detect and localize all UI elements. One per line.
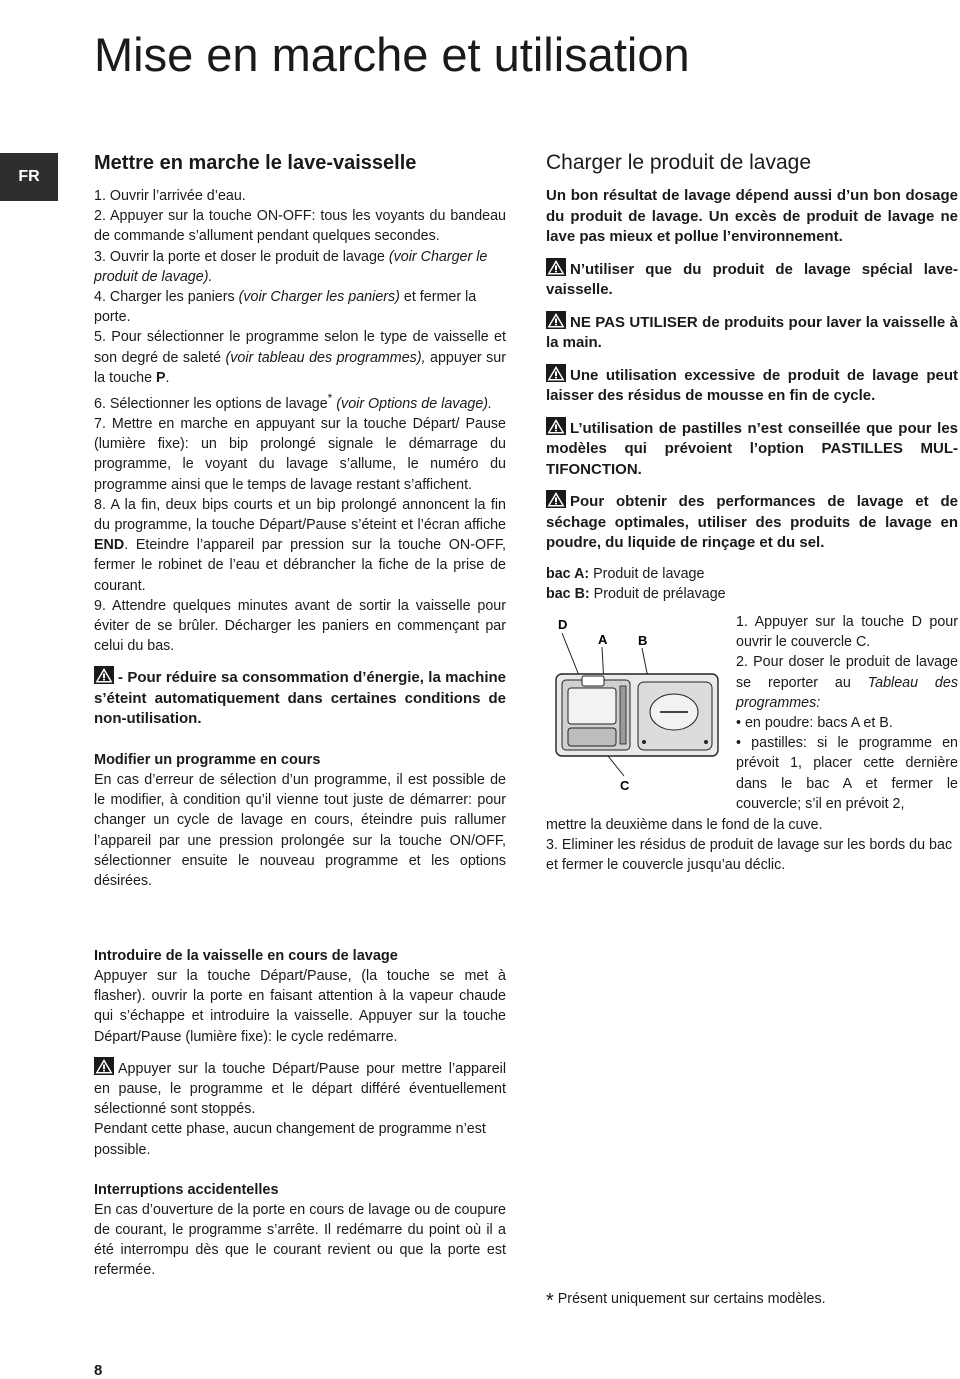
add-dishes-text: Appuyer sur la touche Départ/Pause, (la touche se met à flasher). ouvrir la porte en faisant attention à la vapeur chaude qui s’échappe et introduire la vaisselle. Appuyer sur la touche Départ/Pause (lumière fixe): le cycle redémarre.: [94, 968, 506, 1045]
after-figure-text: mettre la deuxième dans le fond de la cuve.: [546, 817, 823, 833]
start-heading: Mettre en marche le lave-vaisselle: [94, 152, 417, 174]
warning-3-text: Une utilisation excessive de produit de lavage peut laisser des résidus de mousse en fin de cycle.: [546, 366, 958, 404]
step-8-end: . Eteindre l’appareil par pression sur la touche ON-OFF, fermer le robinet de l’eau et débrancher la fiche de la prise de courant.: [94, 537, 506, 594]
right-column: [546, 150, 958, 604]
warning-2-text: NE PAS UTILISER de produits pour laver la vaisselle à la main.: [546, 313, 958, 351]
detergent-heading: Charger le produit de lavage: [546, 151, 812, 174]
warning-icon: [94, 1057, 114, 1075]
pause-note: Pendant cette phase, aucun changement de programme n’est possible.: [94, 1121, 486, 1158]
warning-icon: [546, 417, 566, 435]
step-4-ref: (voir Charger les paniers): [238, 289, 400, 306]
label-d: D: [558, 617, 568, 632]
step-1: 1. Ouvrir l’arrivée d’eau.: [94, 188, 246, 204]
pause-warning-text: Appuyer sur la touche Départ/Pause pour mettre l’appareil en pause, le programme et le départ différé éventuellement sélectionné sont stoppés.: [94, 1060, 506, 1118]
step-4-text: 4. Charger les paniers: [94, 289, 239, 306]
step-3: [94, 247, 506, 287]
footnote: [546, 1290, 826, 1313]
warning-icon: [94, 666, 114, 684]
label-b: B: [638, 633, 648, 648]
warning-icon: [546, 364, 566, 382]
key-p: P: [156, 369, 166, 386]
bac-a-text: Produit de lavage: [589, 565, 705, 582]
modify-heading: Modifier un programme en cours: [94, 751, 321, 768]
step-3-ref: (voir Charger le produit de lavage).: [94, 248, 488, 285]
label-a: A: [598, 632, 608, 647]
interruptions-text: En cas d’ouverture de la porte en cours de lavage ou de coupure de courant, le programme s’arrête. Il redémarre du point où il a été interrompu dès que le courant revient ou que la porte est refermée.: [94, 1201, 506, 1279]
step-8: [94, 495, 506, 596]
left-column: [94, 150, 506, 891]
step-3-text: 3. Ouvrir la porte et doser le produit de lavage: [94, 248, 389, 265]
step-2: 2. Appuyer sur la touche ON-OFF: tous les voyants du bandeau de commande s’allument pendant quelques secondes.: [94, 208, 506, 245]
add-dishes-heading: Introduire de la vaisselle en cours de lavage: [94, 948, 398, 964]
step-5-end: .: [165, 369, 170, 386]
warning-5-text: Pour obtenir des performances de lavage et de séchage optimales, utiliser des produits de lavage en poudre, du liquide de rinçage et du sel.: [546, 493, 958, 551]
energy-warning: [94, 666, 506, 730]
step-6-text: 6. Sélectionner les options de lavage: [94, 395, 328, 412]
bac-b-label: bac B:: [546, 585, 590, 602]
warning-1-text: N’utiliser que du produit de lavage spécial lave-vaisselle.: [546, 260, 958, 298]
warning-icon: [546, 311, 566, 329]
bac-a: [546, 564, 958, 584]
step-5: [94, 327, 506, 388]
page-title: Mise en marche et utilisation: [94, 28, 690, 82]
fig-step-2-text: 2. Pour doser le produit de lavage se reporter au: [736, 654, 958, 691]
left-column-lower: [94, 946, 506, 1281]
step-5-text: 5. Pour sélectionner le programme selon le type de vaisselle et son degré de saleté: [94, 329, 506, 366]
warning-4: [546, 417, 958, 481]
end-label: END: [94, 537, 125, 554]
pause-warning: [94, 1057, 506, 1120]
bac-b: [546, 584, 958, 604]
footnote-star: *: [546, 1290, 554, 1312]
step-9: 9. Attendre quelques minutes avant de sortir la vaisselle pour éviter de se brûler. Décharger les paniers en commençant par celui du bas.: [94, 597, 506, 655]
warning-icon: [546, 258, 566, 276]
step-3-clean: 3. Eliminer les résidus de produit de lavage sur les bords du bac et fermer le couvercle jusqu’au déclic.: [546, 837, 953, 874]
bac-b-text: Produit de prélavage: [589, 585, 726, 602]
step-5-text-2: appuyer sur la touche: [94, 349, 506, 386]
step-8-text: 8. A la fin, deux bips courts et un bip prolongé annoncent la fin du programme, la touche Départ/Pause s’éteint et l’écran affiche: [94, 496, 506, 534]
detergent-intro: Un bon résultat de lavage dépend aussi d’un bon dosage du produit de lavage. Un excès de produit de lavage ne lave pas mieux et pollue l’environnement.: [546, 187, 958, 245]
fig-step-3: • en poudre: bacs A et B.: [736, 715, 893, 732]
fig-step-1: 1. Appuyer sur la touche D pour ouvrir le couvercle C.: [736, 614, 958, 651]
warning-icon: [546, 490, 566, 508]
step-4-end: et fermer la porte.: [94, 289, 477, 326]
modify-text: En cas d’erreur de sélection d’un programme, il est possible de le modifier, à condition qu’il vienne tout juste de démarrer: pour changer un cycle de lavage en cours, éteindre puis rallumer l’appareil par une pression prolongée sur la touche ON/OFF, sélectionner ensuite le nouveau programme et les options désirées.: [94, 771, 506, 889]
warning-4-text: L’utilisation de pastilles n’est conseillée que pour les modèles qui prévoient l’option PASTILLES MUL-TIFONCTION.: [546, 419, 958, 478]
step-6-ref: (voir Options de lavage).: [332, 395, 493, 412]
step-4: [94, 287, 506, 327]
detergent-dispenser-diagram: [552, 616, 722, 796]
step-6: [94, 388, 506, 414]
figure-instructions: [736, 612, 958, 814]
fig-step-4: • pastilles: si le programme en prévoit 1, placer cette dernière dans le bac A et fermer le couvercle; s’il en prévoit 2,: [736, 735, 958, 812]
page-number: 8: [94, 1362, 103, 1379]
step-5-ref: (voir tableau des programmes),: [225, 349, 426, 366]
warning-5: [546, 490, 958, 554]
fig-step-2-ref: Tableau des programmes:: [736, 674, 958, 711]
step-7: 7. Mettre en marche en appuyant sur la touche Départ/ Pause (lumière fixe): un bip prolongé signale le démarrage du programme, le voyant du lavage s’allume, le numéro du programme ainsi que le temps de lavage restant s’affichent.: [94, 416, 506, 493]
fig-step-2: [736, 652, 958, 713]
label-c: C: [620, 778, 630, 793]
bac-a-label: bac A:: [546, 565, 590, 582]
energy-warning-text: - Pour réduire sa consommation d’énergie, la machine s’éteint automatiquement dans certaines conditions de non-utilisation.: [94, 669, 506, 728]
warning-3: [546, 364, 958, 407]
interruptions-heading: Interruptions accidentelles: [94, 1181, 279, 1198]
figure-continuation: [546, 815, 960, 876]
language-tab: FR: [0, 153, 58, 201]
warning-2: [546, 311, 958, 354]
footnote-star: *: [327, 391, 333, 406]
footnote-text: Présent uniquement sur certains modèles.: [553, 1291, 826, 1307]
warning-1: [546, 258, 958, 301]
